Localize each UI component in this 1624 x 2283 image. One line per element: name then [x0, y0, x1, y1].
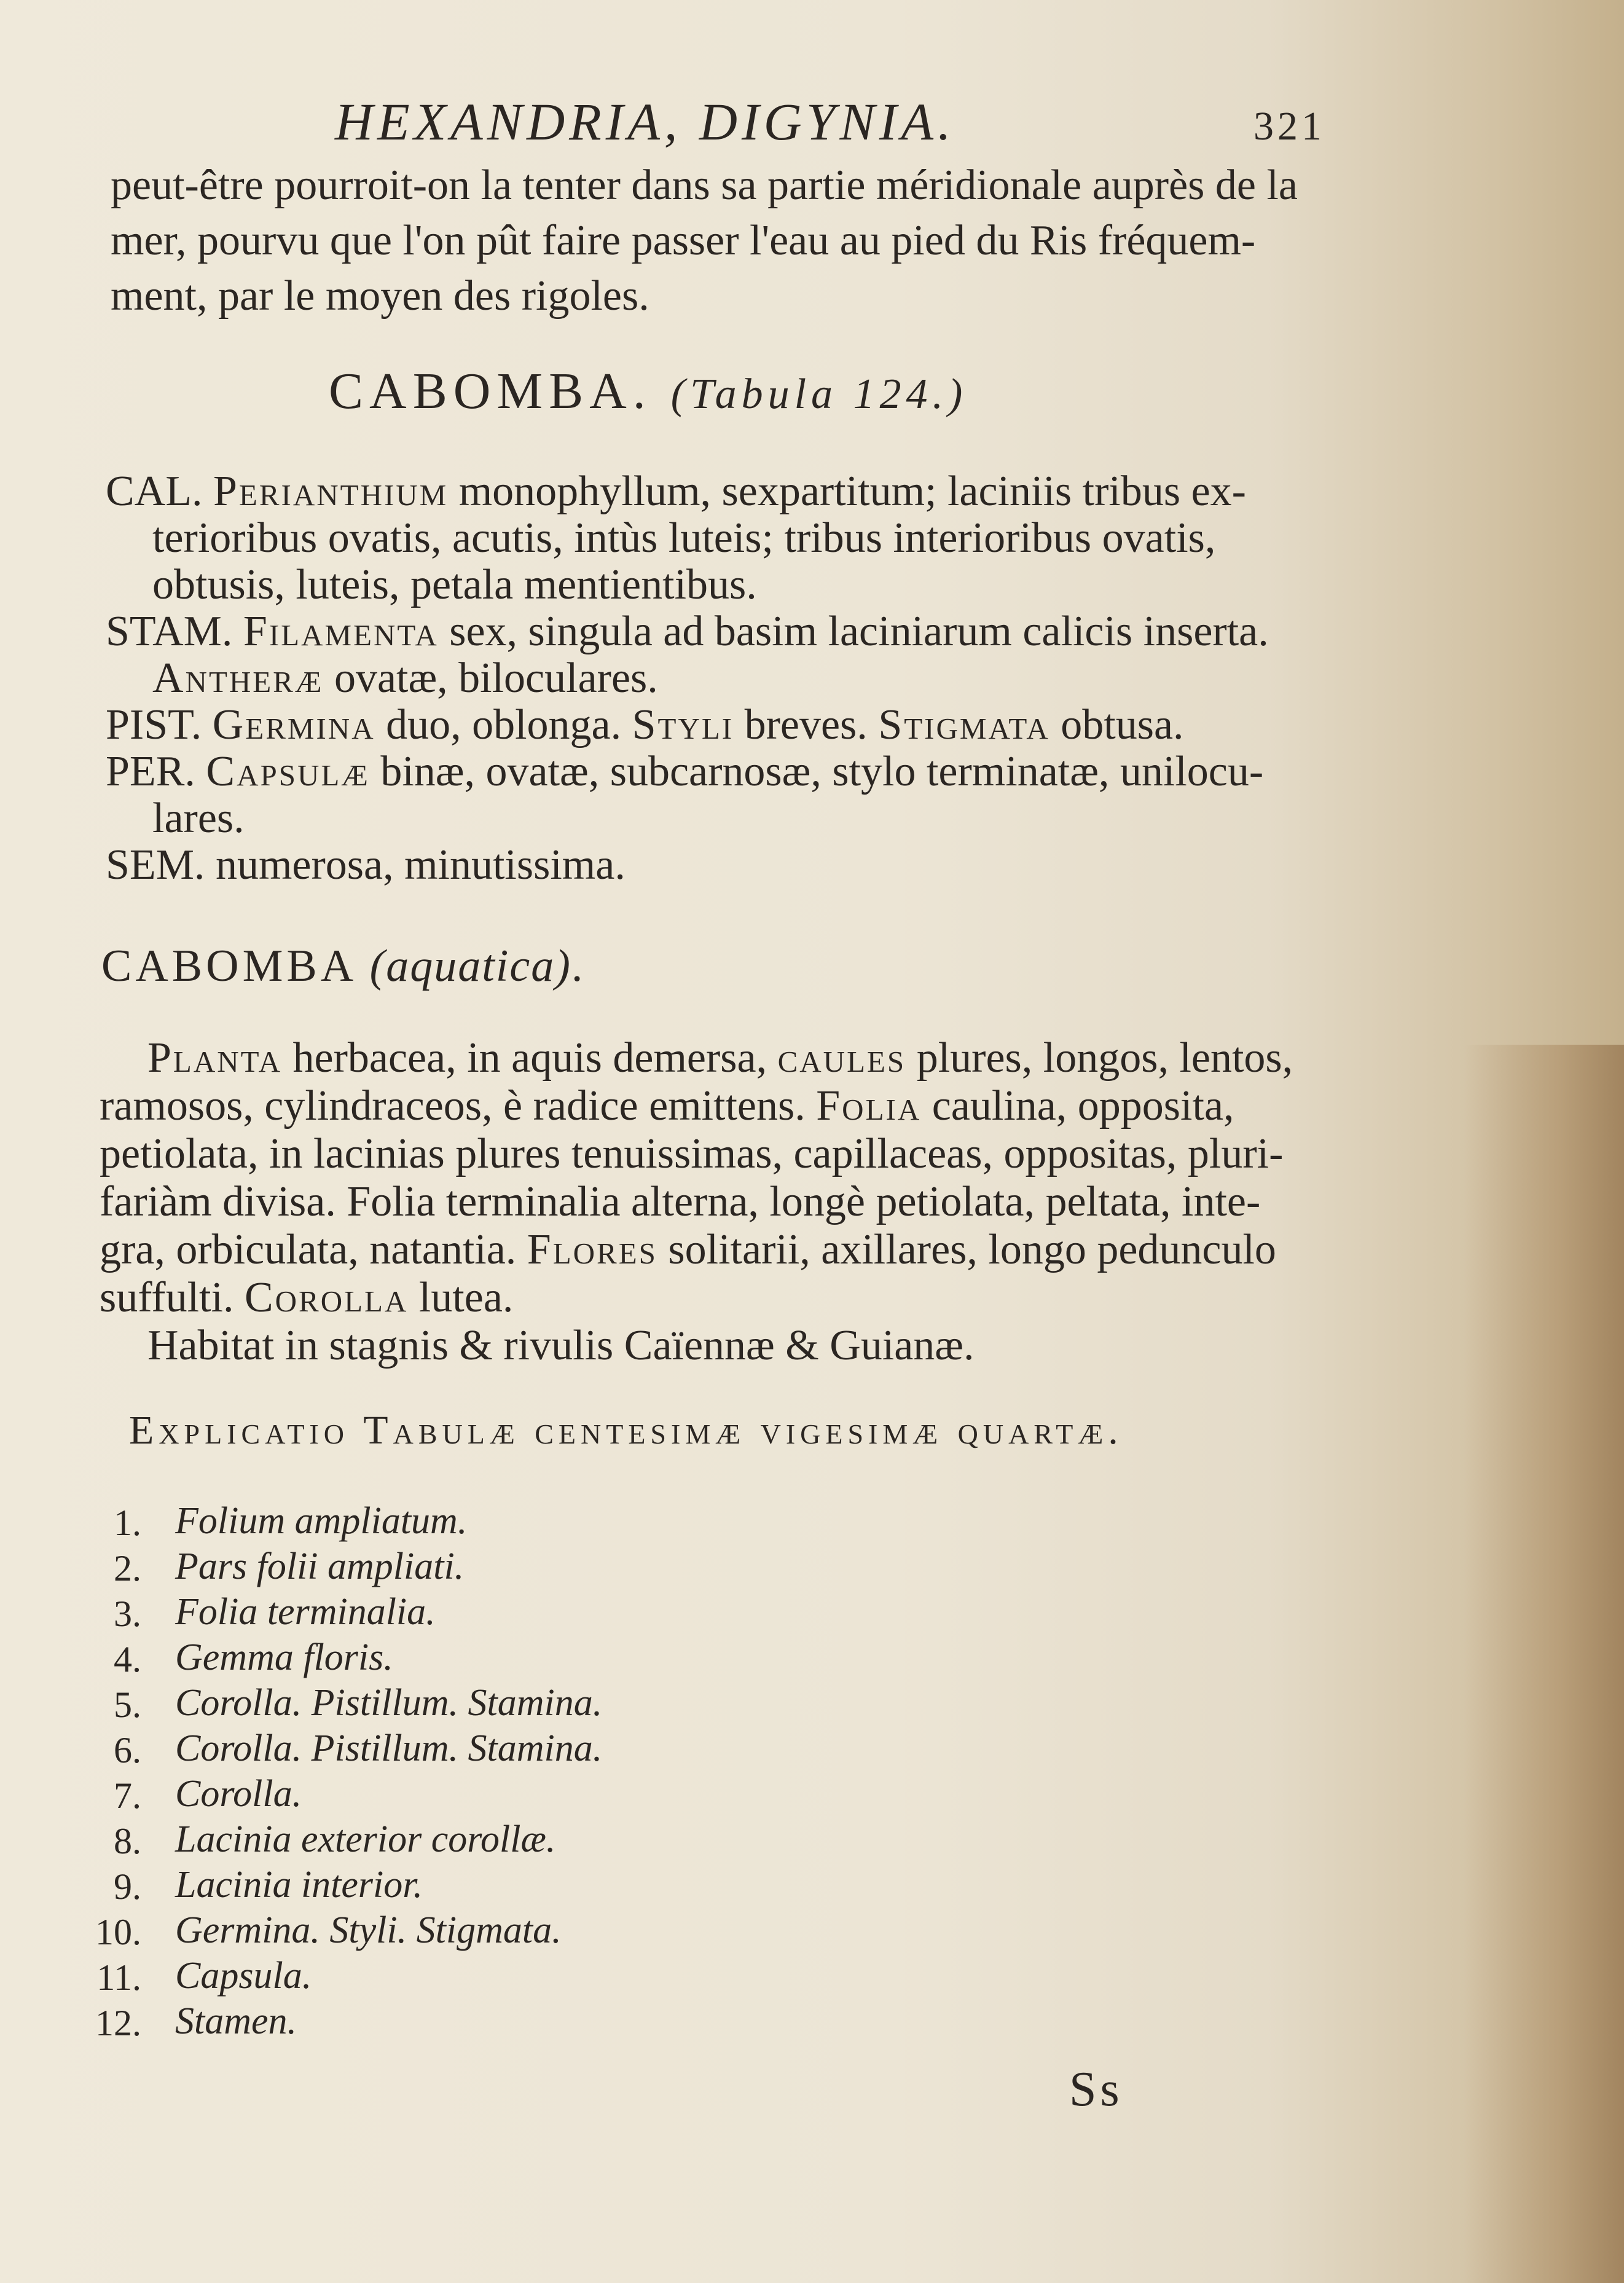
habitat-line: Habitat in stagnis & rivulis Caïennæ & Guianæ. [147, 1322, 975, 1369]
page-shadow [1464, 1045, 1624, 2283]
printer-signature: Ss [1069, 2062, 1123, 2116]
sem-label: SEM. [106, 841, 205, 889]
figure-number: 11. [96, 1957, 141, 1998]
species-text-1a: herbacea, in aquis demersa, [282, 1034, 778, 1082]
species-name: CABOMBA [101, 941, 355, 991]
figure-number: 10. [95, 1912, 141, 1952]
intro-line-1: peut-être pourroit-on la tenter dans sa partie méridionale auprès de la [111, 162, 1298, 209]
stam-text-1: sex, singula ad basim laciniarum calicis inserta. [438, 608, 1269, 655]
running-header: HEXANDRIA, DIGYNIA. [335, 92, 955, 151]
figure-number: 7. [114, 1775, 141, 1816]
figure-number: 2. [114, 1548, 141, 1589]
stam-text-2: ovatæ, biloculares. [323, 654, 658, 702]
species-line-6 [100, 1273, 513, 1322]
figure-number: 4. [114, 1639, 141, 1680]
sem-text: numerosa, minutissima. [205, 841, 626, 889]
figure-caption: Stamen. [175, 2000, 297, 2042]
per-label: PER. [106, 748, 195, 795]
figure-caption: Folium ampliatum. [175, 1500, 468, 1542]
cal-text-1: monophyllum, sexpartitum; laciniis tribus ex- [448, 468, 1246, 515]
species-text-6a: suffulti. [100, 1274, 245, 1321]
stam-line-2 [152, 654, 658, 703]
cal-label: CAL. [106, 468, 203, 515]
species-line-3: petiolata, in lacinias plures tenuissimas, capillaceas, oppositas, pluri- [100, 1130, 1284, 1177]
species-text-2a: ramosos, cylindraceos, è radice emittens. [100, 1082, 817, 1130]
per-line-2: lares. [152, 795, 245, 842]
stam-line-1 [106, 607, 1269, 656]
pist-label: PIST. [106, 701, 202, 749]
corolla-term: Corolla [244, 1274, 409, 1321]
figure-number: 8. [114, 1821, 141, 1861]
species-text-5b: solitarii, axillares, longo pedunculo [657, 1226, 1276, 1273]
species-text-2b: caulina, opposita, [921, 1082, 1234, 1130]
per-line-1 [106, 747, 1263, 796]
per-term: Capsulæ [206, 748, 370, 795]
cal-line-2: terioribus ovatis, acutis, intùs luteis; tribus interioribus ovatis, [152, 514, 1216, 562]
cal-line-1 [106, 467, 1246, 516]
figure-caption: Germina. Styli. Stigmata. [175, 1909, 562, 1951]
figure-number: 3. [114, 1593, 141, 1634]
stam-term-2: Antheræ [152, 654, 324, 702]
figure-caption: Corolla. Pistillum. Stamina. [175, 1727, 603, 1769]
folia-term: Folia [816, 1082, 922, 1130]
pist-text-1: duo, oblonga. [375, 701, 632, 749]
figure-caption: Folia terminalia. [175, 1591, 436, 1633]
intro-line-2: mer, pourvu que l'on pût faire passer l'eau au pied du Ris fréquem- [111, 217, 1256, 264]
stam-label: STAM. [106, 608, 233, 655]
caules-term: caules [777, 1034, 906, 1082]
figure-caption: Gemma floris. [175, 1637, 393, 1678]
species-line-2 [100, 1082, 1234, 1131]
species-text-5a: gra, orbiculata, natantia. [100, 1226, 527, 1273]
pist-term-3: Stigmata [878, 701, 1050, 749]
species-text-1b: plures, longos, lentos, [906, 1034, 1293, 1082]
genus-heading [329, 361, 967, 421]
species-dot: . [571, 941, 587, 991]
genus-name: CABOMBA. [329, 363, 652, 420]
flores-term: Flores [527, 1226, 657, 1273]
figure-caption: Lacinia interior. [175, 1864, 423, 1906]
pist-text-3: obtusa. [1049, 701, 1184, 749]
figure-number: 12. [95, 2003, 141, 2043]
sem-line [106, 841, 626, 890]
cal-line-3: obtusis, luteis, petala mentientibus. [152, 561, 757, 608]
species-line-1 [147, 1034, 1293, 1083]
page-number: 321 [1253, 104, 1325, 149]
species-line-4: fariàm divisa. Folia terminalia alterna, longè petiolata, peltata, inte- [100, 1178, 1261, 1225]
figure-caption: Capsula. [175, 1955, 312, 1997]
figure-number: 9. [114, 1866, 141, 1907]
per-text-1: binæ, ovatæ, subcarnosæ, stylo terminatæ, unilocu- [369, 748, 1264, 795]
genus-plate-ref: (Tabula 124.) [670, 371, 968, 418]
species-epithet: (aquatica) [369, 941, 571, 991]
pist-line [106, 701, 1184, 750]
figure-caption: Corolla. [175, 1773, 302, 1815]
species-text-6b: lutea. [408, 1274, 514, 1321]
intro-line-3: ment, par le moyen des rigoles. [111, 272, 649, 320]
pist-term-2: Styli [632, 701, 734, 749]
plate-explanation-title: Explicatio Tabulæ centesimæ vigesimæ quartæ. [129, 1408, 1123, 1453]
figure-number: 6. [114, 1730, 141, 1770]
stam-term: Filamenta [243, 608, 439, 655]
figure-number: 5. [114, 1684, 141, 1725]
figure-number: 1. [114, 1503, 141, 1543]
figure-caption: Pars folii ampliati. [175, 1546, 465, 1587]
figure-caption: Corolla. Pistillum. Stamina. [175, 1682, 603, 1724]
species-heading [101, 940, 586, 992]
pist-text-2: breves. [734, 701, 879, 749]
species-line-5 [100, 1225, 1276, 1275]
figure-caption: Lacinia exterior corollæ. [175, 1818, 556, 1860]
planta-term: Planta [147, 1034, 283, 1082]
cal-term: Perianthium [213, 468, 449, 515]
pist-term: Germina [212, 701, 375, 749]
